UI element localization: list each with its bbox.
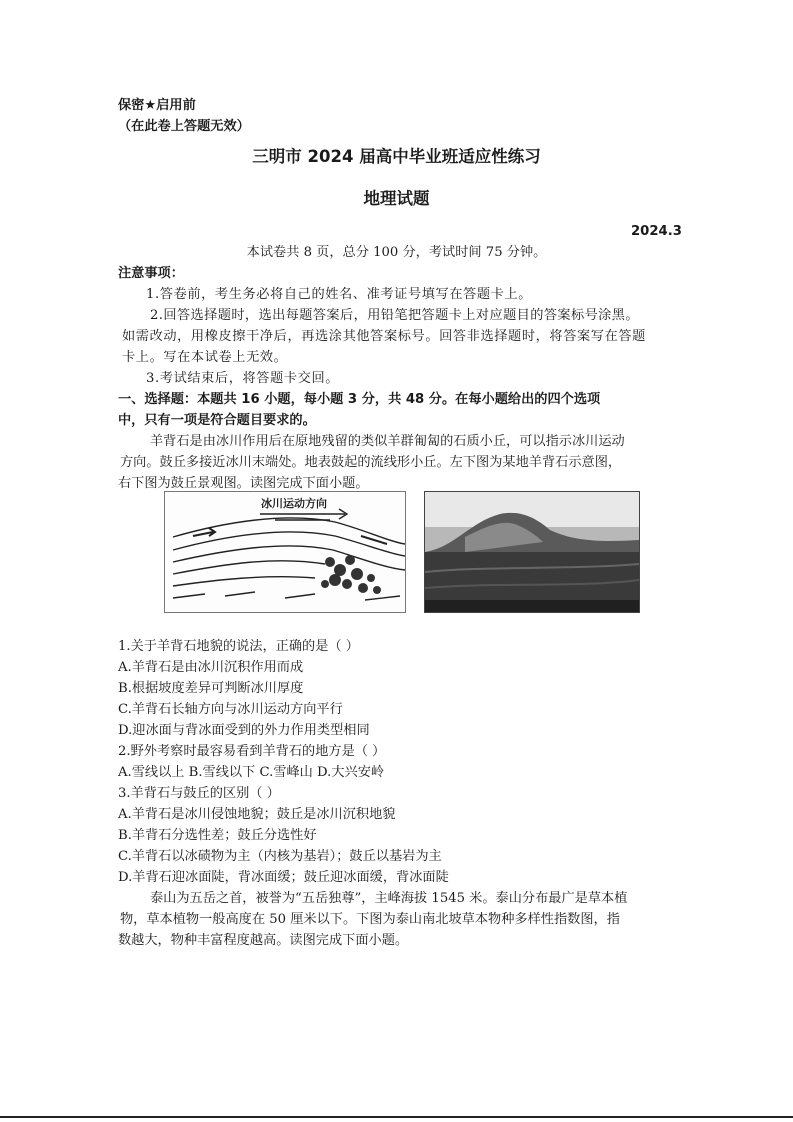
notice-item-2-line-3: 卡上。写在本试卷上无效。 [122,350,288,365]
question-1: 1.关于羊背石地貌的说法，正确的是（ ） [118,639,359,654]
question-1-option-b: B.根据坡度差异可判断冰川厚度 [118,681,304,696]
exam-title: 三明市 2024 届高中毕业班适应性练习 [252,147,541,166]
notice-heading: 注意事项： [118,266,184,281]
exam-date: 2024.3 [631,224,682,239]
question-2-options: A.雪线以上 B.雪线以下 C.雪峰山 D.大兴安岭 [118,765,385,780]
glacier-direction-label: 冰川运动方向 [261,497,327,510]
landscape-photo-image [425,492,639,612]
passage-1-line-2: 方向。鼓丘多接近冰川末端处。地表鼓起的流线形小丘。左下图为某地羊背石示意图， [120,455,622,470]
exam-info: 本试卷共 8 页，总分 100 分，考试时间 75 分钟。 [246,245,547,260]
question-3-option-d: D.羊背石迎冰面陡，背冰面缓；鼓丘迎冰面缓，背冰面陡 [118,870,449,885]
confidential-label: 保密★启用前 [118,98,196,113]
notice-item-3: 3.考试结束后，将答题卡交回。 [146,371,340,386]
drumlin-landscape-photo [424,491,640,613]
notice-item-2-line-2: 如需改动，用橡皮擦干净后，再选涂其他答案标号。回答非选择题时，将答案写在答题 [122,329,646,344]
page-bottom-border [0,1116,793,1118]
notice-item-2-line-1: 2.回答选择题时，选出每题答案后，用铅笔把答题卡上对应题目的答案标号涂黑。 [150,308,639,323]
passage-1-line-3: 右下图为鼓丘景观图。读图完成下面小题。 [118,476,369,491]
question-3-option-c: C.羊背石以冰碛物为主（内核为基岩）；鼓丘以基岩为主 [118,849,442,864]
passage-2-line-3: 数越大，物种丰富程度越高。读图完成下面小题。 [118,933,409,948]
passage-2-line-2: 物，草本植物一般高度在 50 厘米以下。下图为泰山南北坡草本物种多样性指数图，指 [120,912,620,927]
passage-2-line-1: 泰山为五岳之首，被誉为“五岳独尊”，主峰海拔 1545 米。泰山分布最广是草本植 [150,891,628,906]
question-3-option-a: A.羊背石是冰川侵蚀地貌；鼓丘是冰川沉积地貌 [118,807,396,822]
answer-invalid-note: （在此卷上答题无效） [118,119,250,134]
question-1-option-d: D.迎冰面与背冰面受到的外力作用类型相同 [118,723,370,738]
question-3: 3.羊背石与鼓丘的区别（ ） [118,786,280,801]
passage-1-line-1: 羊背石是由冰川作用后在原地残留的类似羊群匍匐的石质小丘，可以指示冰川运动 [150,434,625,449]
notice-item-1: 1.答卷前，考生务必将自己的姓名、准考证号填写在答题卡上。 [146,287,533,302]
section-heading-line-2: 中，只有一项是符合题目要求的。 [118,413,316,428]
section-heading-line-1: 一、选择题：本题共 16 小题，每小题 3 分，共 48 分。在每小题给出的四个选项 [118,392,601,407]
question-1-option-a: A.羊背石是由冰川沉积作用而成 [118,660,304,675]
question-2: 2.野外考察时最容易看到羊背石的地方是（ ） [118,744,386,759]
roche-moutonnee-diagram [164,491,406,613]
subject-title: 地理试题 [363,189,430,208]
diagram-sketch [165,492,405,612]
question-1-option-c: C.羊背石长轴方向与冰川运动方向平行 [118,702,343,717]
question-3-option-b: B.羊背石分选性差；鼓丘分选性好 [118,828,317,843]
